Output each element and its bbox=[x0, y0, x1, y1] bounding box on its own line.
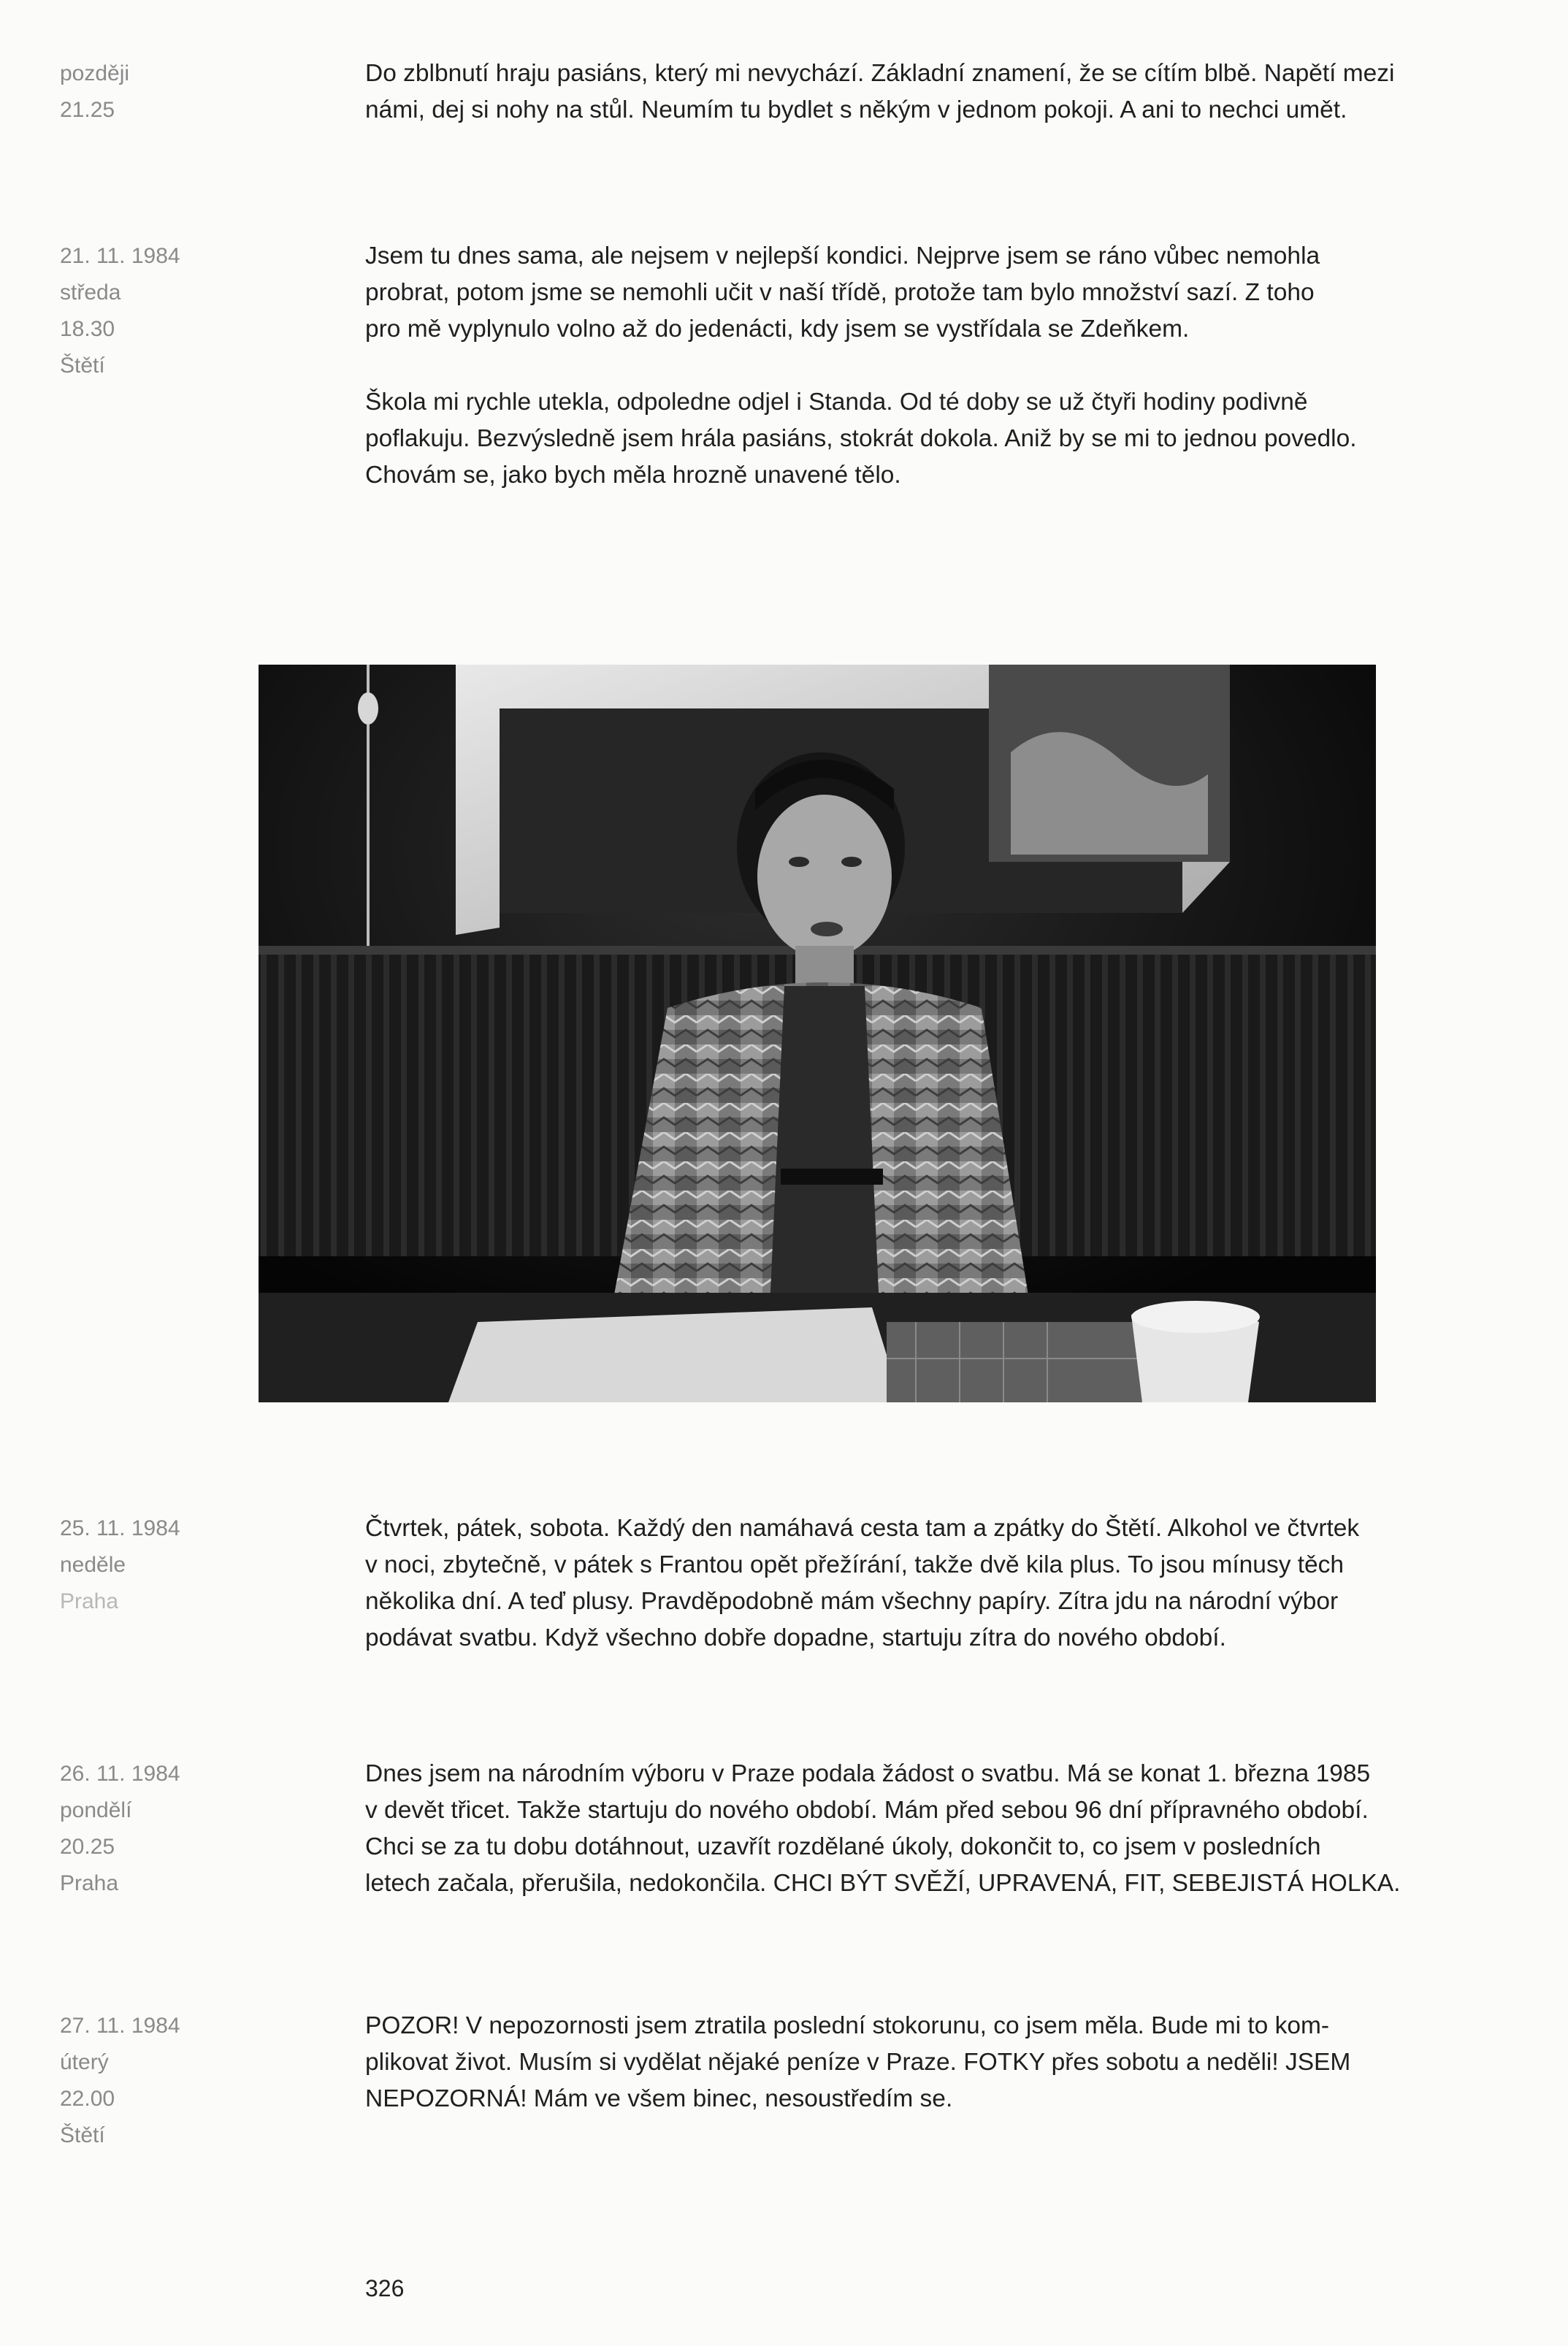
entry-date: 21. 11. 1984 bbox=[60, 244, 180, 268]
entry-line: Dnes jsem na národním výboru v Praze podala žádost o svatbu. Má se konat 1. března 1985 bbox=[365, 1760, 1371, 1787]
entry-weekday: pondělí bbox=[60, 1798, 132, 1822]
entry-place: Praha bbox=[60, 1871, 119, 1895]
entry-line: plikovat život. Musím si vydělat nějaké peníze v Praze. FOTKY přes sobotu a neděli! JSEM bbox=[365, 2049, 1351, 2076]
entry-line: několika dní. A teď plusy. Pravděpodobně mám všechny papíry. Zítra jdu na národní výbor bbox=[365, 1588, 1339, 1615]
entry-line: letech začala, přerušila, nedokončila. CHCI BÝT SVĚŽÍ, UPRAVENÁ, FIT, SEBEJISTÁ HOLKA. bbox=[365, 1870, 1401, 1897]
entry-weekday: neděle bbox=[60, 1553, 126, 1577]
entry-meta bbox=[60, 238, 279, 384]
entry-line: probrat, potom jsme se nemohli učit v naší třídě, protože tam bylo množství sazí. Z toho bbox=[365, 279, 1315, 306]
entry-line: poflakuju. Bezvýsledně jsem hrála pasiáns, stokrát dokola. Aniž by se mi to jednou povedlo. bbox=[365, 425, 1357, 452]
entry-line: Do zblbnutí hraju pasiáns, který mi nevychází. Základní znamení, že se cítím blbě. Napětí mezi bbox=[365, 60, 1395, 87]
entry-text bbox=[365, 2008, 1504, 2117]
entry-date: 26. 11. 1984 bbox=[60, 1762, 180, 1786]
entry-text bbox=[365, 238, 1504, 494]
entry-meta bbox=[60, 1756, 279, 1902]
entry-line: v devět třicet. Takže startuju do nového období. Mám před sebou 96 dní přípravného období. bbox=[365, 1797, 1369, 1824]
entry-line: NEPOZORNÁ! Mám ve všem binec, nesoustředím se. bbox=[365, 2085, 953, 2112]
entry-time: 18.30 bbox=[60, 317, 115, 341]
photograph bbox=[259, 665, 1376, 1402]
entry-time-label: později bbox=[60, 61, 130, 85]
entry-place: Praha bbox=[60, 1589, 119, 1613]
entry-place: Štětí bbox=[60, 354, 105, 378]
entry-meta bbox=[60, 1510, 279, 1620]
entry-line: Chci se za tu dobu dotáhnout, uzavřít rozdělané úkoly, dokončit to, co jsem v posledních bbox=[365, 1833, 1321, 1860]
entry-time: 20.25 bbox=[60, 1835, 115, 1859]
entry-line: Čtvrtek, pátek, sobota. Každý den namáhavá cesta tam a zpátky do Štětí. Alkohol ve čtvrtek bbox=[365, 1515, 1360, 1542]
entry-text bbox=[365, 1510, 1504, 1657]
entry-place: Štětí bbox=[60, 2123, 105, 2147]
entry-weekday: úterý bbox=[60, 2050, 109, 2074]
entry-line: v noci, zbytečně, v pátek s Frantou opět přežírání, takže dvě kila plus. To jsou mínusy těch bbox=[365, 1551, 1345, 1578]
entry-meta bbox=[60, 2008, 279, 2154]
entry-line: POZOR! V nepozornosti jsem ztratila poslední stokorunu, co jsem měla. Bude mi to kom- bbox=[365, 2012, 1330, 2039]
entry-time: 22.00 bbox=[60, 2087, 115, 2111]
entry-line: Škola mi rychle utekla, odpoledne odjel i Standa. Od té doby se už čtyři hodiny podivně bbox=[365, 389, 1308, 416]
entry-date: 25. 11. 1984 bbox=[60, 1516, 180, 1540]
entry-text bbox=[365, 56, 1504, 129]
entry-line: podávat svatbu. Když všechno dobře dopadne, startuju zítra do nového období. bbox=[365, 1624, 1226, 1651]
entry-time: 21.25 bbox=[60, 98, 115, 122]
entry-date: 27. 11. 1984 bbox=[60, 2014, 180, 2038]
page-number: 326 bbox=[365, 2275, 405, 2301]
entry-line: námi, dej si nohy na stůl. Neumím tu bydlet s někým v jednom pokoji. A ani to nechci umět. bbox=[365, 96, 1347, 123]
entry-line: Jsem tu dnes sama, ale nejsem v nejlepší kondici. Nejprve jsem se ráno vůbec nemohla bbox=[365, 242, 1320, 270]
entry-line: Chovám se, jako bych měla hrozně unavené tělo. bbox=[365, 462, 901, 489]
entry-text bbox=[365, 1756, 1504, 1902]
entry-weekday: středa bbox=[60, 280, 121, 305]
entry-line: pro mě vyplynulo volno až do jedenácti, kdy jsem se vystřídala se Zdeňkem. bbox=[365, 316, 1190, 343]
entry-meta bbox=[60, 56, 279, 129]
